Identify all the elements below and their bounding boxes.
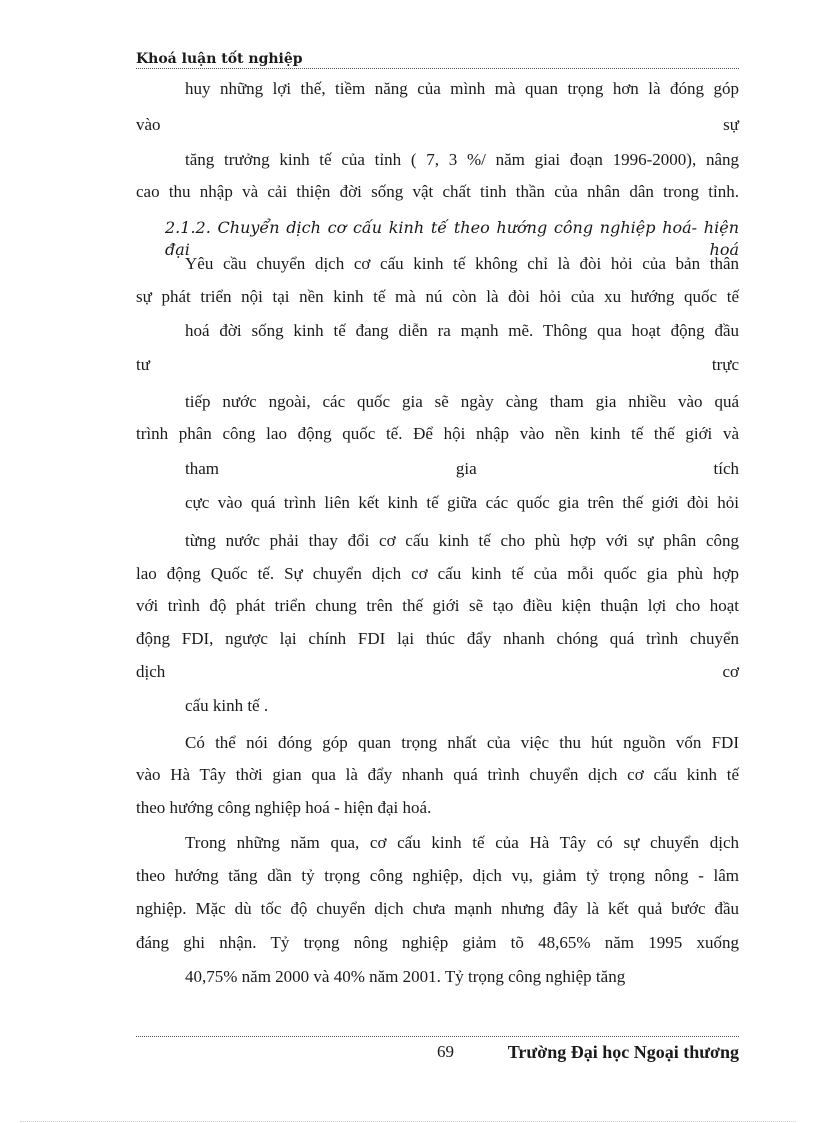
body-line: tham gia tích: [185, 459, 739, 478]
body-line: huy những lợi thế, tiềm năng của mình mà quan trọng hơn là đóng góp: [185, 79, 739, 98]
header-divider: [136, 68, 739, 69]
page-number: 69: [437, 1042, 454, 1061]
footer-school-name: Trường Đại học Ngoại thương: [507, 1042, 739, 1062]
body-line: động FDI, ngược lại chính FDI lại thúc đẩy nhanh chóng quá trình chuyển: [136, 629, 739, 648]
body-line: hoá đời sống kinh tế đang diễn ra mạnh mẽ. Thông qua hoạt động đầu: [185, 321, 739, 340]
body-line: theo hướng công nghiệp hoá - hiện đại hoá.: [136, 798, 432, 817]
body-line: dịch cơ: [136, 662, 739, 681]
body-line: Có thể nói đóng góp quan trọng nhất của việc thu hút nguồn vốn FDI: [185, 733, 739, 752]
body-line: tư trực: [136, 355, 739, 374]
footer-divider: [136, 1036, 739, 1037]
body-line: tiếp nước ngoài, các quốc gia sẽ ngày càng tham gia nhiều vào quá: [185, 392, 739, 411]
body-line: sự phát triển nội tại nền kinh tế mà nú còn là đòi hỏi của xu hướng quốc tế: [136, 287, 739, 306]
body-line: cao thu nhập và cải thiện đời sống vật chất tinh thần của nhân dân trong tỉnh.: [136, 182, 739, 201]
body-line: đáng ghi nhận. Tỷ trọng nông nghiệp giảm tõ 48,65% năm 1995 xuống: [136, 933, 739, 952]
body-line: vào Hà Tây thời gian qua là đẩy nhanh quá trình chuyển dịch cơ cấu kinh tế: [136, 765, 739, 784]
header-title: Khoá luận tốt nghiệp: [136, 51, 303, 67]
body-line: lao động Quốc tế. Sự chuyển dịch cơ cấu kinh tế của mỗi quốc gia phù hợp: [136, 564, 739, 583]
body-line: cực vào quá trình liên kết kinh tế giữa các quốc gia trên thế giới đòi hỏi: [185, 493, 739, 512]
section-heading: 2.1.2. Chuyển dịch cơ cấu kinh tế theo hướng công nghiệp hoá- hiện đại hoá: [165, 218, 739, 259]
body-line: vào sự: [136, 115, 739, 134]
body-line: tăng trưởng kinh tế của tỉnh ( 7, 3 %/ năm giai đoạn 1996-2000), nâng: [185, 150, 739, 169]
body-line: cấu kinh tế .: [185, 696, 269, 715]
body-line: từng nước phải thay đổi cơ cấu kinh tế cho phù hợp với sự phân công: [185, 531, 739, 550]
page-bottom-border: [20, 1121, 796, 1122]
body-line: theo hướng tăng dần tỷ trọng công nghiệp, dịch vụ, giảm tỷ trọng nông - lâm: [136, 866, 739, 885]
body-line: trình phân công lao động quốc tế. Để hội nhập vào nền kinh tế thế giới và: [136, 424, 739, 443]
body-line: Trong những năm qua, cơ cấu kinh tế của Hà Tây có sự chuyển dịch: [185, 833, 739, 852]
body-line: nghiệp. Mặc dù tốc độ chuyển dịch chưa mạnh nhưng đây là kết quả bước đầu: [136, 899, 739, 918]
body-line: 40,75% năm 2000 và 40% năm 2001. Tỷ trọng công nghiệp tăng: [185, 967, 626, 986]
body-line: với trình độ phát triển chung trên thế giới sẽ tạo điều kiện thuận lợi cho hoạt: [136, 596, 739, 615]
body-line: Yêu cầu chuyển dịch cơ cấu kinh tế không chỉ là đòi hỏi của bản thân: [185, 254, 739, 273]
